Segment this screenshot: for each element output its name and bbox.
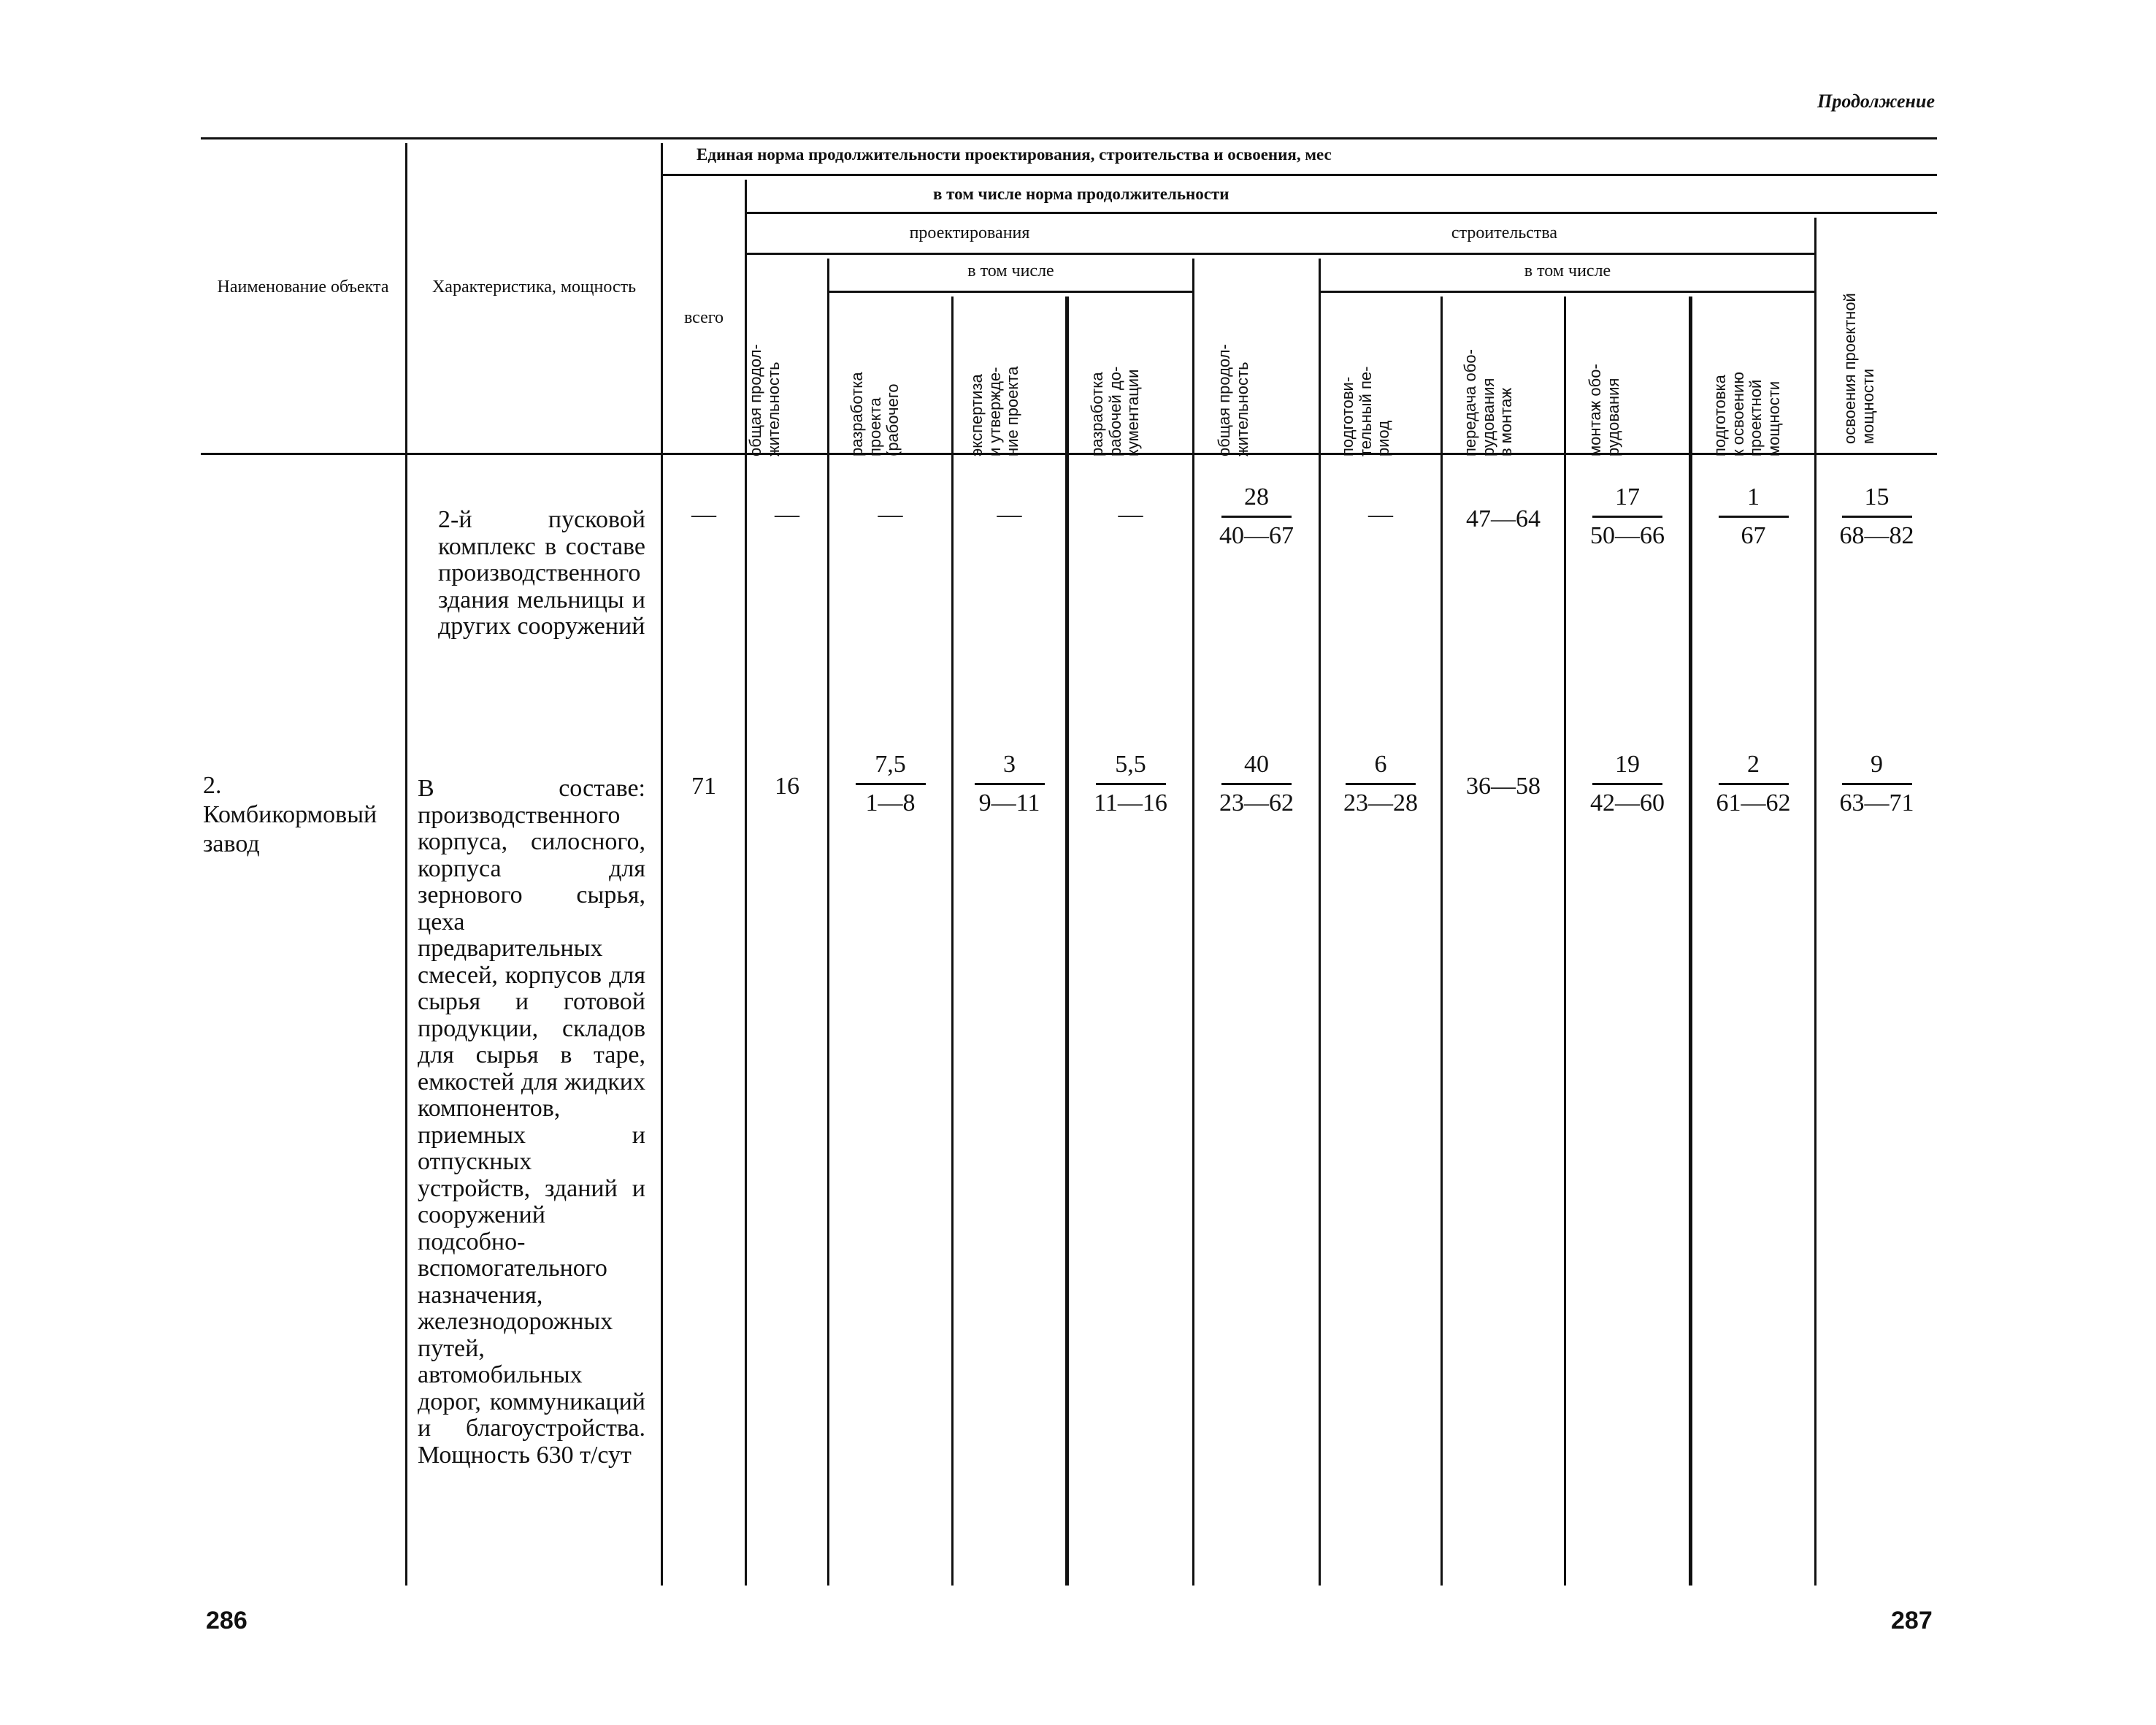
header-prep-period: подготови- тельный пе- риод: [1338, 366, 1393, 456]
row2-working-docs: $\frac{5,5}{11—16}$: [1094, 751, 1167, 816]
row2-equipment-install: $\frac{19}{42—60}$: [1590, 751, 1665, 816]
row1-project-dev: —: [878, 501, 903, 528]
col-sep-expertise: [1065, 297, 1069, 1586]
row1-equipment-install: $\frac{17}{50—66}$: [1590, 483, 1665, 549]
table-top-rule: [201, 137, 1937, 139]
header-group-title: Единая норма продолжительности проектирования, строительства и освоения, мес: [697, 145, 1332, 164]
header-expertise: экспертиза и утвержде- ние проекта: [967, 366, 1022, 456]
rule-under-constr-incl: [1319, 291, 1814, 293]
row1-equipment-transfer: 47—64: [1466, 505, 1541, 532]
header-constr-incl: в том числе: [1524, 261, 1611, 280]
row2-prep-mastering: $\frac{2}{61—62}$: [1716, 751, 1791, 816]
header-working-docs: разработка рабочей до- кументации: [1088, 366, 1143, 456]
row1-mastering: $\frac{15}{68—82}$: [1839, 483, 1914, 549]
row2-constr-overall: $\frac{40}{23—62}$: [1219, 751, 1294, 816]
row1-working-docs: —: [1118, 501, 1143, 528]
rule-under-subgroup-title: [745, 212, 1937, 214]
row1-constr-overall: $\frac{28}{40—67}$: [1219, 483, 1294, 549]
header-design-overall: общая продол- жительность: [746, 344, 783, 456]
col-sep-constr-overall: [1319, 259, 1321, 1586]
rule-under-design-construction: [745, 253, 1814, 255]
row2-total: 71: [691, 773, 716, 800]
col-sep-design-overall: [827, 259, 829, 1586]
row1-prep-period: —: [1368, 501, 1393, 528]
page-number-right: 287: [1891, 1607, 1933, 1634]
row2-design-overall: 16: [775, 773, 799, 800]
header-equipment-transfer: передача обо- рудования в монтаж: [1461, 349, 1516, 456]
header-design-incl: в том числе: [967, 261, 1054, 280]
continuation-label: Продолжение: [1817, 91, 1935, 112]
row2-equipment-transfer: 36—58: [1466, 773, 1541, 800]
col-sep-design-end: [1192, 259, 1194, 1586]
row1-characteristic: 2-й пусковой комплекс в составе производственного здания мельницы и других сооружений: [438, 506, 645, 640]
col-sep-project-dev: [951, 297, 954, 1586]
header-mastering: освоения проектной мощности: [1841, 293, 1877, 444]
rule-under-design-incl: [827, 291, 1192, 293]
row1-total: —: [691, 501, 716, 528]
header-constr-overall: общая продол- жительность: [1215, 344, 1251, 456]
header-total: всего: [683, 308, 724, 327]
header-subgroup-title: в том числе норма продолжительности: [933, 185, 1229, 203]
header-prep-mastering: подготовка к освоению проектной мощности: [1711, 372, 1783, 456]
col-sep-name: [405, 143, 407, 1586]
page-number-left: 286: [206, 1607, 248, 1634]
row1-prep-mastering: $\frac{1}{67}$: [1692, 485, 1814, 548]
col-sep-construction-end: [1814, 218, 1817, 1586]
header-project-dev: разработка проекта (рабочего: [848, 372, 902, 456]
row2-mastering: $\frac{9}{63—71}$: [1839, 751, 1914, 816]
row1-design-overall: —: [775, 501, 799, 528]
header-characteristic: Характеристика, мощность: [431, 278, 637, 297]
header-equipment-install: монтаж обо- рудования: [1586, 364, 1622, 456]
header-bottom-rule: [201, 453, 1937, 455]
col-sep-prep-period: [1440, 297, 1443, 1586]
col-sep-characteristic: [661, 143, 663, 1586]
row2-project-dev: $\frac{7,5}{1—8}$: [829, 752, 951, 816]
header-construction: строительства: [1451, 223, 1558, 242]
row1-expertise: —: [997, 501, 1022, 528]
header-name: Наименование объекта: [217, 278, 389, 297]
row2-prep-period: $\frac{6}{23—28}$: [1343, 751, 1418, 816]
rule-under-group-title: [661, 174, 1937, 176]
row2-expertise: $\frac{3}{9—11}$: [954, 752, 1065, 816]
row2-characteristic: В составе: производственного корпуса, силосного, корпуса для зернового сырья, цеха предварительных смесей, корпусов для сырья и готовой продукции, складов для сырья в таре, емкостей для жидких компонентов, приемных и отпускных устройств, зданий и сооружений подсобно-вспомогательного назначения, железнодорожных путей, автомобильных дорог, коммуникаций и благоустройства. Мощность 630 т/сут: [418, 775, 645, 1469]
row2-name: 2. Комбикормовый завод: [203, 772, 377, 857]
header-design: проектирования: [909, 223, 1030, 242]
